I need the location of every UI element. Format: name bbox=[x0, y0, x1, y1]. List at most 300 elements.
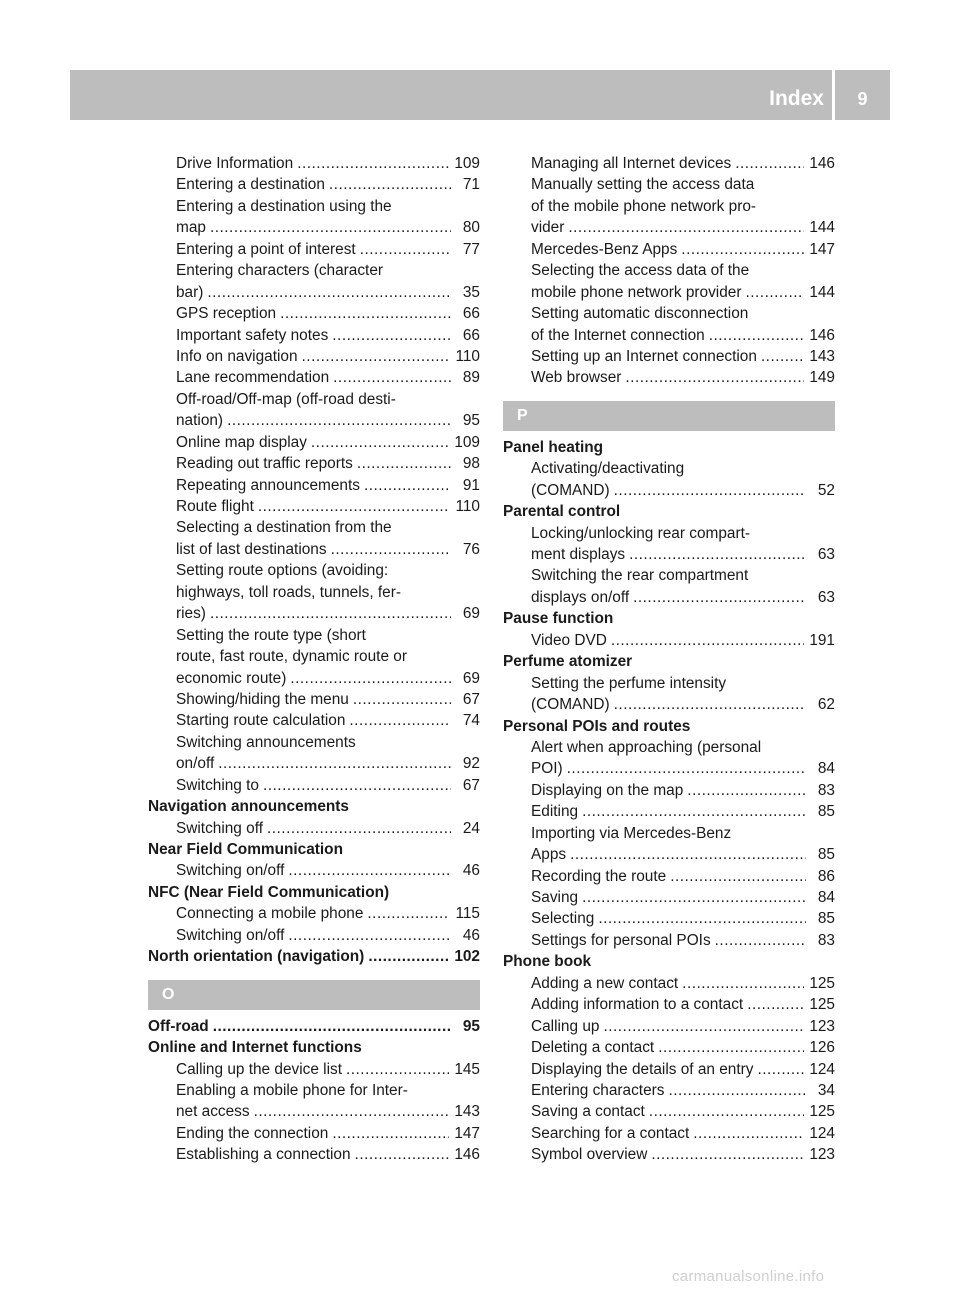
entry-text: Apps bbox=[531, 846, 567, 864]
entry-text: Setting up an Internet connection bbox=[531, 347, 757, 365]
index-entry bbox=[503, 196, 835, 217]
index-entry bbox=[503, 758, 835, 779]
index-entry bbox=[148, 282, 480, 303]
index-entry bbox=[148, 1144, 480, 1165]
page-ref: 77 bbox=[462, 240, 480, 258]
index-entry bbox=[148, 710, 480, 731]
entry-text: nation) bbox=[176, 412, 224, 430]
entry-text: Drive Information bbox=[176, 155, 294, 172]
page-ref: 66 bbox=[462, 326, 480, 344]
index-heading bbox=[148, 796, 480, 817]
entry-text: of the Internet connection bbox=[531, 326, 705, 344]
dot-leader bbox=[658, 1037, 804, 1058]
page-ref: 143 bbox=[454, 1103, 480, 1121]
entry-text: Entering a destination bbox=[176, 176, 325, 194]
index-entry bbox=[503, 673, 835, 694]
entry-text: Entering a point of interest bbox=[176, 240, 356, 258]
index-entry bbox=[148, 860, 480, 881]
dot-leader bbox=[681, 239, 804, 260]
index-heading bbox=[148, 882, 480, 903]
entry-text: Displaying the details of an entry bbox=[531, 1060, 754, 1078]
index-entry bbox=[148, 517, 480, 538]
entry-text: Entering characters bbox=[531, 1081, 665, 1099]
index-column-left bbox=[148, 153, 480, 1166]
dot-leader bbox=[332, 325, 451, 346]
index-entry bbox=[503, 823, 835, 844]
index-heading bbox=[503, 951, 835, 972]
dot-leader bbox=[614, 480, 806, 501]
dot-leader bbox=[761, 346, 804, 367]
index-entry bbox=[503, 217, 835, 238]
page-ref: 89 bbox=[462, 369, 480, 387]
entry-text: net access bbox=[176, 1103, 250, 1121]
page-ref: 95 bbox=[462, 412, 480, 430]
entry-text: Adding a new contact bbox=[531, 974, 679, 992]
dot-leader bbox=[709, 325, 805, 346]
page-title: Index bbox=[769, 87, 824, 110]
entry-text: Route flight bbox=[176, 498, 254, 515]
entry-text: Info on navigation bbox=[176, 347, 298, 365]
entry-text: Calling up bbox=[531, 1017, 600, 1035]
dot-leader bbox=[210, 217, 451, 238]
entry-text: Switching to bbox=[176, 776, 259, 794]
entry-text: Personal POIs and routes bbox=[503, 717, 691, 735]
index-entry bbox=[503, 239, 835, 260]
entry-text: Switching on/off bbox=[176, 862, 285, 880]
index-entry bbox=[503, 737, 835, 758]
index-heading bbox=[148, 1037, 480, 1058]
section-letter-p: P bbox=[503, 401, 835, 431]
entry-text: Alert when approaching (personal bbox=[531, 738, 762, 756]
page-ref: 109 bbox=[454, 155, 480, 172]
index-entry bbox=[148, 325, 480, 346]
index-heading bbox=[503, 716, 835, 737]
index-entry bbox=[148, 475, 480, 496]
index-entry bbox=[503, 630, 835, 651]
dot-leader bbox=[329, 174, 451, 195]
page-ref: 86 bbox=[817, 867, 835, 885]
page-ref: 69 bbox=[462, 605, 480, 623]
dot-leader bbox=[570, 844, 806, 865]
dot-leader bbox=[357, 453, 451, 474]
entry-text: Switching announcements bbox=[176, 733, 356, 751]
dot-leader bbox=[290, 668, 451, 689]
dot-leader bbox=[254, 1101, 450, 1122]
index-entry bbox=[503, 1016, 835, 1037]
dot-leader bbox=[218, 753, 451, 774]
page-ref: 85 bbox=[817, 803, 835, 821]
page-ref: 147 bbox=[809, 240, 835, 258]
dot-leader bbox=[360, 239, 451, 260]
index-entry bbox=[148, 1080, 480, 1101]
page-ref: 125 bbox=[809, 996, 835, 1014]
dot-leader bbox=[332, 1123, 449, 1144]
index-heading bbox=[503, 501, 835, 522]
entry-text: Near Field Communication bbox=[148, 841, 343, 858]
entry-text: Setting automatic disconnection bbox=[531, 305, 749, 323]
entry-text: Editing bbox=[531, 803, 579, 821]
page-ref: 35 bbox=[462, 283, 480, 301]
entry-text: Parental control bbox=[503, 503, 621, 521]
index-entry bbox=[503, 866, 835, 887]
index-entry bbox=[503, 930, 835, 951]
index-entry bbox=[148, 775, 480, 796]
entry-text: route, fast route, dynamic route or bbox=[176, 648, 407, 666]
index-entry bbox=[503, 346, 835, 367]
entry-text: Displaying on the map bbox=[531, 781, 684, 799]
page-ref: 46 bbox=[462, 862, 480, 880]
dot-leader bbox=[288, 860, 451, 881]
page-ref: 115 bbox=[455, 905, 480, 923]
entry-text: Setting route options (avoiding: bbox=[176, 562, 389, 580]
page-ref: 71 bbox=[462, 176, 480, 194]
index-heading bbox=[148, 946, 480, 967]
page-ref: 149 bbox=[809, 369, 835, 387]
index-entry bbox=[148, 1101, 480, 1122]
dot-leader bbox=[625, 367, 804, 388]
entry-text: Importing via Mercedes-Benz bbox=[531, 824, 732, 842]
index-heading bbox=[503, 608, 835, 629]
entry-text: Entering characters (character bbox=[176, 262, 384, 280]
entry-text: Reading out traffic reports bbox=[176, 455, 353, 473]
dot-leader bbox=[364, 475, 451, 496]
page-ref: 109 bbox=[454, 433, 480, 451]
index-entry bbox=[503, 174, 835, 195]
dot-leader bbox=[355, 1144, 450, 1165]
entry-text: economic route) bbox=[176, 669, 287, 687]
dot-leader bbox=[715, 930, 806, 951]
entry-text: Adding information to a contact bbox=[531, 996, 744, 1014]
page-ref: 80 bbox=[462, 219, 480, 237]
index-entry bbox=[148, 668, 480, 689]
dot-leader bbox=[258, 496, 451, 517]
index-entry bbox=[503, 1144, 835, 1165]
index-entry bbox=[503, 153, 835, 174]
index-entry bbox=[503, 780, 835, 801]
page-ref: 85 bbox=[817, 846, 835, 864]
index-heading bbox=[148, 839, 480, 860]
index-entry bbox=[503, 458, 835, 479]
page-ref: 144 bbox=[809, 283, 835, 301]
entry-text: map bbox=[176, 219, 206, 237]
index-entry bbox=[148, 153, 480, 174]
index-entry bbox=[148, 903, 480, 924]
entry-text: Activating/deactivating bbox=[531, 460, 685, 478]
entry-text: Setting the route type (short bbox=[176, 626, 366, 644]
index-entry bbox=[148, 560, 480, 581]
dot-leader bbox=[598, 908, 806, 929]
dot-leader bbox=[280, 303, 451, 324]
index-entry bbox=[503, 994, 835, 1015]
index-entry bbox=[503, 282, 835, 303]
index-entry bbox=[503, 844, 835, 865]
dot-leader bbox=[207, 282, 451, 303]
entry-text: Setting the perfume intensity bbox=[531, 674, 727, 692]
dot-leader bbox=[368, 946, 449, 967]
entry-text: (COMAND) bbox=[531, 481, 610, 499]
index-entry bbox=[148, 625, 480, 646]
entry-text: Off-road bbox=[148, 1017, 209, 1035]
page-ref: 146 bbox=[809, 155, 835, 172]
entry-text: North orientation (navigation) bbox=[148, 948, 365, 966]
index-entry bbox=[148, 432, 480, 453]
dot-leader bbox=[603, 1016, 804, 1037]
index-entry bbox=[503, 260, 835, 281]
index-entry bbox=[503, 1059, 835, 1080]
index-entry bbox=[503, 908, 835, 929]
page-ref: 52 bbox=[817, 481, 835, 499]
entry-text: Online map display bbox=[176, 433, 307, 451]
entry-text: Showing/hiding the menu bbox=[176, 690, 349, 708]
entry-text: Enabling a mobile phone for Inter- bbox=[176, 1081, 408, 1099]
index-heading bbox=[503, 651, 835, 672]
entry-text: vider bbox=[531, 219, 565, 237]
index-entry bbox=[148, 1123, 480, 1144]
index-entry bbox=[503, 1101, 835, 1122]
watermark: carmanualsonline.info bbox=[672, 1268, 825, 1285]
page-ref: 146 bbox=[809, 326, 835, 344]
index-entry bbox=[503, 367, 835, 388]
dot-leader bbox=[582, 801, 806, 822]
index-entry bbox=[503, 544, 835, 565]
dot-leader bbox=[670, 866, 806, 887]
page-ref: 63 bbox=[817, 588, 835, 606]
entry-text: ries) bbox=[176, 605, 206, 623]
dot-leader bbox=[735, 153, 804, 174]
page-ref: 110 bbox=[455, 498, 480, 515]
entry-text: highways, toll roads, tunnels, fer- bbox=[176, 583, 401, 601]
index-entry bbox=[503, 887, 835, 908]
entry-text: Settings for personal POIs bbox=[531, 931, 711, 949]
entry-text: Online and Internet functions bbox=[148, 1039, 362, 1057]
page-ref: 83 bbox=[817, 931, 835, 949]
dot-leader bbox=[668, 1080, 806, 1101]
entry-text: Video DVD bbox=[531, 631, 607, 649]
index-entry bbox=[148, 603, 480, 624]
page-ref: 191 bbox=[809, 631, 835, 649]
entry-text: Switching on/off bbox=[176, 926, 285, 944]
page-ref: 125 bbox=[809, 1103, 835, 1121]
entry-text: on/off bbox=[176, 755, 215, 773]
entry-text: Phone book bbox=[503, 953, 592, 971]
dot-leader bbox=[567, 758, 806, 779]
index-entry bbox=[148, 496, 480, 517]
dot-leader bbox=[747, 994, 804, 1015]
page-number: 9 bbox=[857, 89, 868, 109]
page-ref: 124 bbox=[809, 1060, 835, 1078]
index-entry bbox=[148, 1059, 480, 1080]
entry-text: Selecting a destination from the bbox=[176, 519, 392, 537]
page-ref: 74 bbox=[462, 712, 480, 730]
entry-text: Important safety notes bbox=[176, 326, 329, 344]
entry-text: Calling up the device list bbox=[176, 1060, 342, 1078]
dot-leader bbox=[745, 282, 804, 303]
index-entry bbox=[148, 453, 480, 474]
entry-text: Off-road/Off-map (off-road desti- bbox=[176, 390, 396, 408]
index-entry bbox=[148, 925, 480, 946]
entry-text: Navigation announcements bbox=[148, 798, 349, 816]
page-ref: 66 bbox=[462, 305, 480, 323]
page-ref: 83 bbox=[817, 781, 835, 799]
dot-leader bbox=[614, 694, 806, 715]
entry-text: list of last destinations bbox=[176, 540, 327, 558]
index-entry bbox=[148, 753, 480, 774]
index-entry bbox=[148, 389, 480, 410]
index-entry bbox=[503, 303, 835, 324]
index-entry bbox=[503, 694, 835, 715]
dot-leader bbox=[227, 410, 451, 431]
page-ref: 84 bbox=[817, 889, 835, 906]
entry-text: ment displays bbox=[531, 546, 626, 563]
entry-text: Entering a destination using the bbox=[176, 197, 392, 215]
index-entry bbox=[148, 732, 480, 753]
index-entry bbox=[148, 646, 480, 667]
dot-leader bbox=[649, 1101, 805, 1122]
index-entry bbox=[503, 973, 835, 994]
entry-text: Saving a contact bbox=[531, 1103, 645, 1121]
index-entry bbox=[148, 410, 480, 431]
page-ref: 110 bbox=[455, 347, 480, 365]
entry-text: Establishing a connection bbox=[176, 1146, 351, 1164]
index-entry bbox=[503, 1080, 835, 1101]
dot-leader bbox=[349, 710, 451, 731]
entry-text: NFC (Near Field Communication) bbox=[148, 883, 390, 901]
index-entry bbox=[148, 539, 480, 560]
index-entry bbox=[148, 582, 480, 603]
dot-leader bbox=[353, 689, 451, 710]
entry-text: Panel heating bbox=[503, 438, 604, 456]
entry-text: Selecting the access data of the bbox=[531, 262, 750, 280]
entry-text: Pause function bbox=[503, 610, 614, 628]
page-ref: 98 bbox=[462, 455, 480, 473]
entry-text: displays on/off bbox=[531, 588, 630, 606]
page-ref: 125 bbox=[809, 974, 835, 992]
entry-text: POI) bbox=[531, 760, 563, 778]
entry-text: Web browser bbox=[531, 369, 622, 387]
index-entry bbox=[148, 818, 480, 839]
page-ref: 46 bbox=[462, 926, 480, 944]
entry-text: Switching the rear compartment bbox=[531, 567, 749, 585]
entry-text: Locking/unlocking rear compart- bbox=[531, 524, 750, 542]
dot-leader bbox=[687, 780, 806, 801]
dot-leader bbox=[297, 153, 449, 174]
index-column-right bbox=[503, 153, 835, 1166]
dot-leader bbox=[331, 539, 451, 560]
index-entry bbox=[503, 325, 835, 346]
page-ref: 144 bbox=[809, 219, 835, 237]
page-ref: 143 bbox=[809, 347, 835, 365]
entry-text: (COMAND) bbox=[531, 696, 610, 714]
page-ref: 123 bbox=[809, 1146, 835, 1164]
entry-text: Recording the route bbox=[531, 867, 667, 885]
index-entry bbox=[503, 523, 835, 544]
dot-leader bbox=[346, 1059, 449, 1080]
index-entry bbox=[148, 303, 480, 324]
page-ref: 145 bbox=[454, 1060, 480, 1078]
entry-text: Starting route calculation bbox=[176, 712, 346, 730]
page-ref: 95 bbox=[462, 1017, 480, 1035]
page-ref: 76 bbox=[462, 540, 480, 558]
dot-leader bbox=[568, 217, 804, 238]
dot-leader bbox=[582, 887, 806, 908]
dot-leader bbox=[210, 603, 451, 624]
index-entry bbox=[503, 480, 835, 501]
page-ref: 147 bbox=[454, 1124, 480, 1142]
page-ref: 126 bbox=[809, 1039, 835, 1057]
page-ref: 62 bbox=[817, 696, 835, 714]
entry-text: Lane recommendation bbox=[176, 369, 330, 387]
page-ref: 92 bbox=[462, 755, 480, 773]
page-ref: 84 bbox=[817, 760, 835, 778]
page-ref: 63 bbox=[817, 546, 835, 563]
page-ref: 123 bbox=[809, 1017, 835, 1035]
index-heading bbox=[503, 437, 835, 458]
index-entry bbox=[503, 587, 835, 608]
page-ref: 24 bbox=[462, 819, 480, 837]
entry-text: Selecting bbox=[531, 910, 595, 928]
entry-text: Connecting a mobile phone bbox=[176, 905, 364, 923]
dot-leader bbox=[633, 587, 806, 608]
page-ref: 67 bbox=[462, 776, 480, 794]
dot-leader bbox=[693, 1123, 804, 1144]
index-heading bbox=[148, 1016, 480, 1037]
index-entry bbox=[148, 689, 480, 710]
dot-leader bbox=[757, 1059, 804, 1080]
dot-leader bbox=[629, 544, 806, 565]
dot-leader bbox=[311, 432, 449, 453]
index-entry bbox=[148, 239, 480, 260]
entry-text: Saving bbox=[531, 889, 579, 906]
index-entry bbox=[148, 346, 480, 367]
dot-leader bbox=[213, 1016, 451, 1037]
entry-text: bar) bbox=[176, 283, 204, 301]
index-entry bbox=[148, 217, 480, 238]
dot-leader bbox=[367, 903, 450, 924]
page-ref: 124 bbox=[809, 1124, 835, 1142]
entry-text: mobile phone network provider bbox=[531, 283, 742, 301]
index-entry bbox=[503, 565, 835, 586]
entry-text: Managing all Internet devices bbox=[531, 155, 732, 172]
page-ref: 146 bbox=[454, 1146, 480, 1164]
entry-text: Symbol overview bbox=[531, 1146, 648, 1164]
page-ref: 34 bbox=[817, 1081, 835, 1099]
dot-leader bbox=[682, 973, 804, 994]
index-entry bbox=[503, 801, 835, 822]
entry-text: GPS reception bbox=[176, 305, 277, 323]
entry-text: Ending the connection bbox=[176, 1124, 329, 1142]
entry-text: Repeating announcements bbox=[176, 476, 360, 494]
entry-text: Perfume atomizer bbox=[503, 653, 633, 671]
entry-text: Searching for a contact bbox=[531, 1124, 690, 1142]
index-entry bbox=[148, 260, 480, 281]
dot-leader bbox=[267, 818, 451, 839]
entry-text: Deleting a contact bbox=[531, 1039, 655, 1057]
section-letter-o: O bbox=[148, 980, 480, 1010]
page-ref: 69 bbox=[462, 669, 480, 687]
dot-leader bbox=[611, 630, 804, 651]
dot-leader bbox=[302, 346, 451, 367]
dot-leader bbox=[651, 1144, 804, 1165]
page-ref: 67 bbox=[462, 690, 480, 708]
dot-leader bbox=[333, 367, 451, 388]
dot-leader bbox=[263, 775, 451, 796]
index-entry bbox=[148, 367, 480, 388]
entry-text: Mercedes-Benz Apps bbox=[531, 240, 678, 258]
entry-text: Manually setting the access data bbox=[531, 176, 755, 194]
dot-leader bbox=[288, 925, 451, 946]
index-entry bbox=[503, 1123, 835, 1144]
entry-text: Switching off bbox=[176, 819, 263, 837]
